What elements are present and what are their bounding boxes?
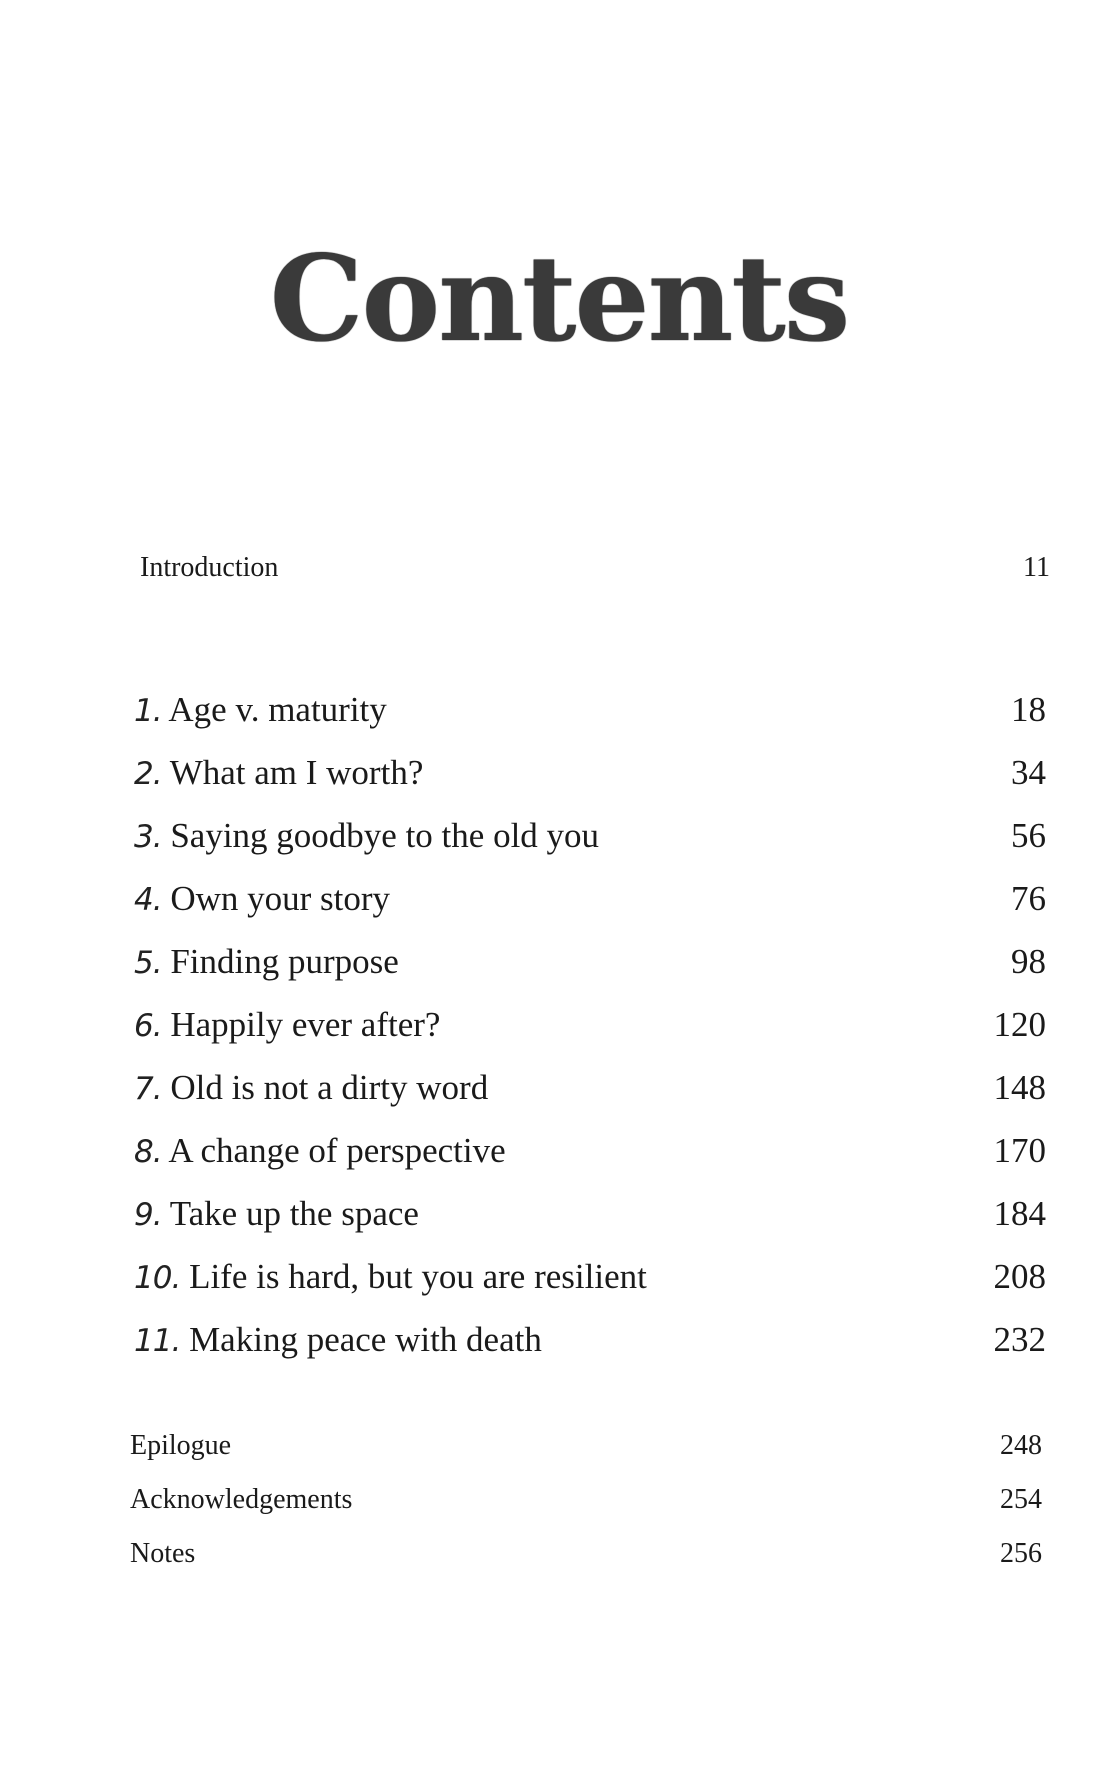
chapter-number: 4. bbox=[134, 882, 162, 918]
page-title: Contents bbox=[269, 229, 849, 369]
toc-entry-notes[interactable] bbox=[130, 1538, 1042, 1570]
chapter-number: 9. bbox=[134, 1197, 162, 1233]
chapter-number: 7. bbox=[134, 1071, 162, 1107]
toc-entry-page: 256 bbox=[1000, 1538, 1042, 1569]
toc-chapter[interactable] bbox=[134, 942, 1046, 982]
chapter-number: 8. bbox=[134, 1134, 162, 1170]
toc-entry-acknowledgements[interactable] bbox=[130, 1484, 1042, 1516]
toc-entry-page: 11 bbox=[1023, 552, 1050, 583]
toc-entry-label: Acknowledgements bbox=[130, 1484, 353, 1515]
chapter-number: 6. bbox=[134, 1008, 162, 1044]
chapter-page: 18 bbox=[1011, 690, 1046, 729]
toc-chapter[interactable] bbox=[134, 753, 1046, 793]
toc-entry-label: Epilogue bbox=[130, 1430, 232, 1461]
toc-entry-label: Introduction bbox=[140, 552, 279, 583]
chapter-title: Take up the space bbox=[169, 1194, 419, 1233]
chapter-page: 56 bbox=[1011, 816, 1046, 855]
chapter-title: Finding purpose bbox=[170, 942, 399, 981]
chapter-title: Age v. maturity bbox=[168, 690, 387, 729]
chapter-page: 76 bbox=[1011, 879, 1046, 918]
chapter-page: 98 bbox=[1011, 942, 1046, 981]
toc-chapter[interactable] bbox=[134, 1005, 1046, 1045]
chapter-page: 34 bbox=[1011, 753, 1046, 792]
chapter-page: 232 bbox=[993, 1320, 1046, 1359]
chapter-title: Life is hard, but you are resilient bbox=[189, 1257, 647, 1296]
toc-entry-label: Notes bbox=[130, 1538, 196, 1569]
chapter-page: 170 bbox=[993, 1131, 1046, 1170]
toc-entry-introduction[interactable] bbox=[140, 552, 1050, 584]
chapter-title: Own your story bbox=[170, 879, 391, 918]
chapter-number: 1. bbox=[134, 693, 162, 729]
chapter-title: Saying goodbye to the old you bbox=[170, 816, 600, 855]
toc-chapter[interactable] bbox=[134, 1257, 1046, 1297]
chapter-title: Happily ever after? bbox=[170, 1005, 441, 1044]
chapter-number: 10. bbox=[134, 1260, 181, 1296]
chapter-title: What am I worth? bbox=[169, 753, 424, 792]
toc-chapter[interactable] bbox=[134, 1320, 1046, 1360]
toc-entry-page: 254 bbox=[1000, 1484, 1042, 1515]
toc-chapter[interactable] bbox=[134, 1068, 1046, 1108]
chapter-number: 11. bbox=[134, 1323, 181, 1359]
chapter-page: 148 bbox=[993, 1068, 1046, 1107]
chapter-number: 3. bbox=[134, 819, 162, 855]
chapter-page: 120 bbox=[993, 1005, 1046, 1044]
toc-chapter[interactable] bbox=[134, 690, 1046, 730]
chapter-number: 2. bbox=[134, 756, 162, 792]
toc-entry-page: 248 bbox=[1000, 1430, 1042, 1461]
toc-chapter[interactable] bbox=[134, 879, 1046, 919]
chapter-title: Old is not a dirty word bbox=[170, 1068, 489, 1107]
toc-chapter[interactable] bbox=[134, 1131, 1046, 1171]
chapter-page: 208 bbox=[993, 1257, 1046, 1296]
chapter-number: 5. bbox=[134, 945, 162, 981]
toc-entry-epilogue[interactable] bbox=[130, 1430, 1042, 1462]
chapter-page: 184 bbox=[993, 1194, 1046, 1233]
chapter-title: Making peace with death bbox=[189, 1320, 542, 1359]
toc-chapter[interactable] bbox=[134, 1194, 1046, 1234]
toc-chapter[interactable] bbox=[134, 816, 1046, 856]
chapter-title: A change of perspective bbox=[168, 1131, 506, 1170]
